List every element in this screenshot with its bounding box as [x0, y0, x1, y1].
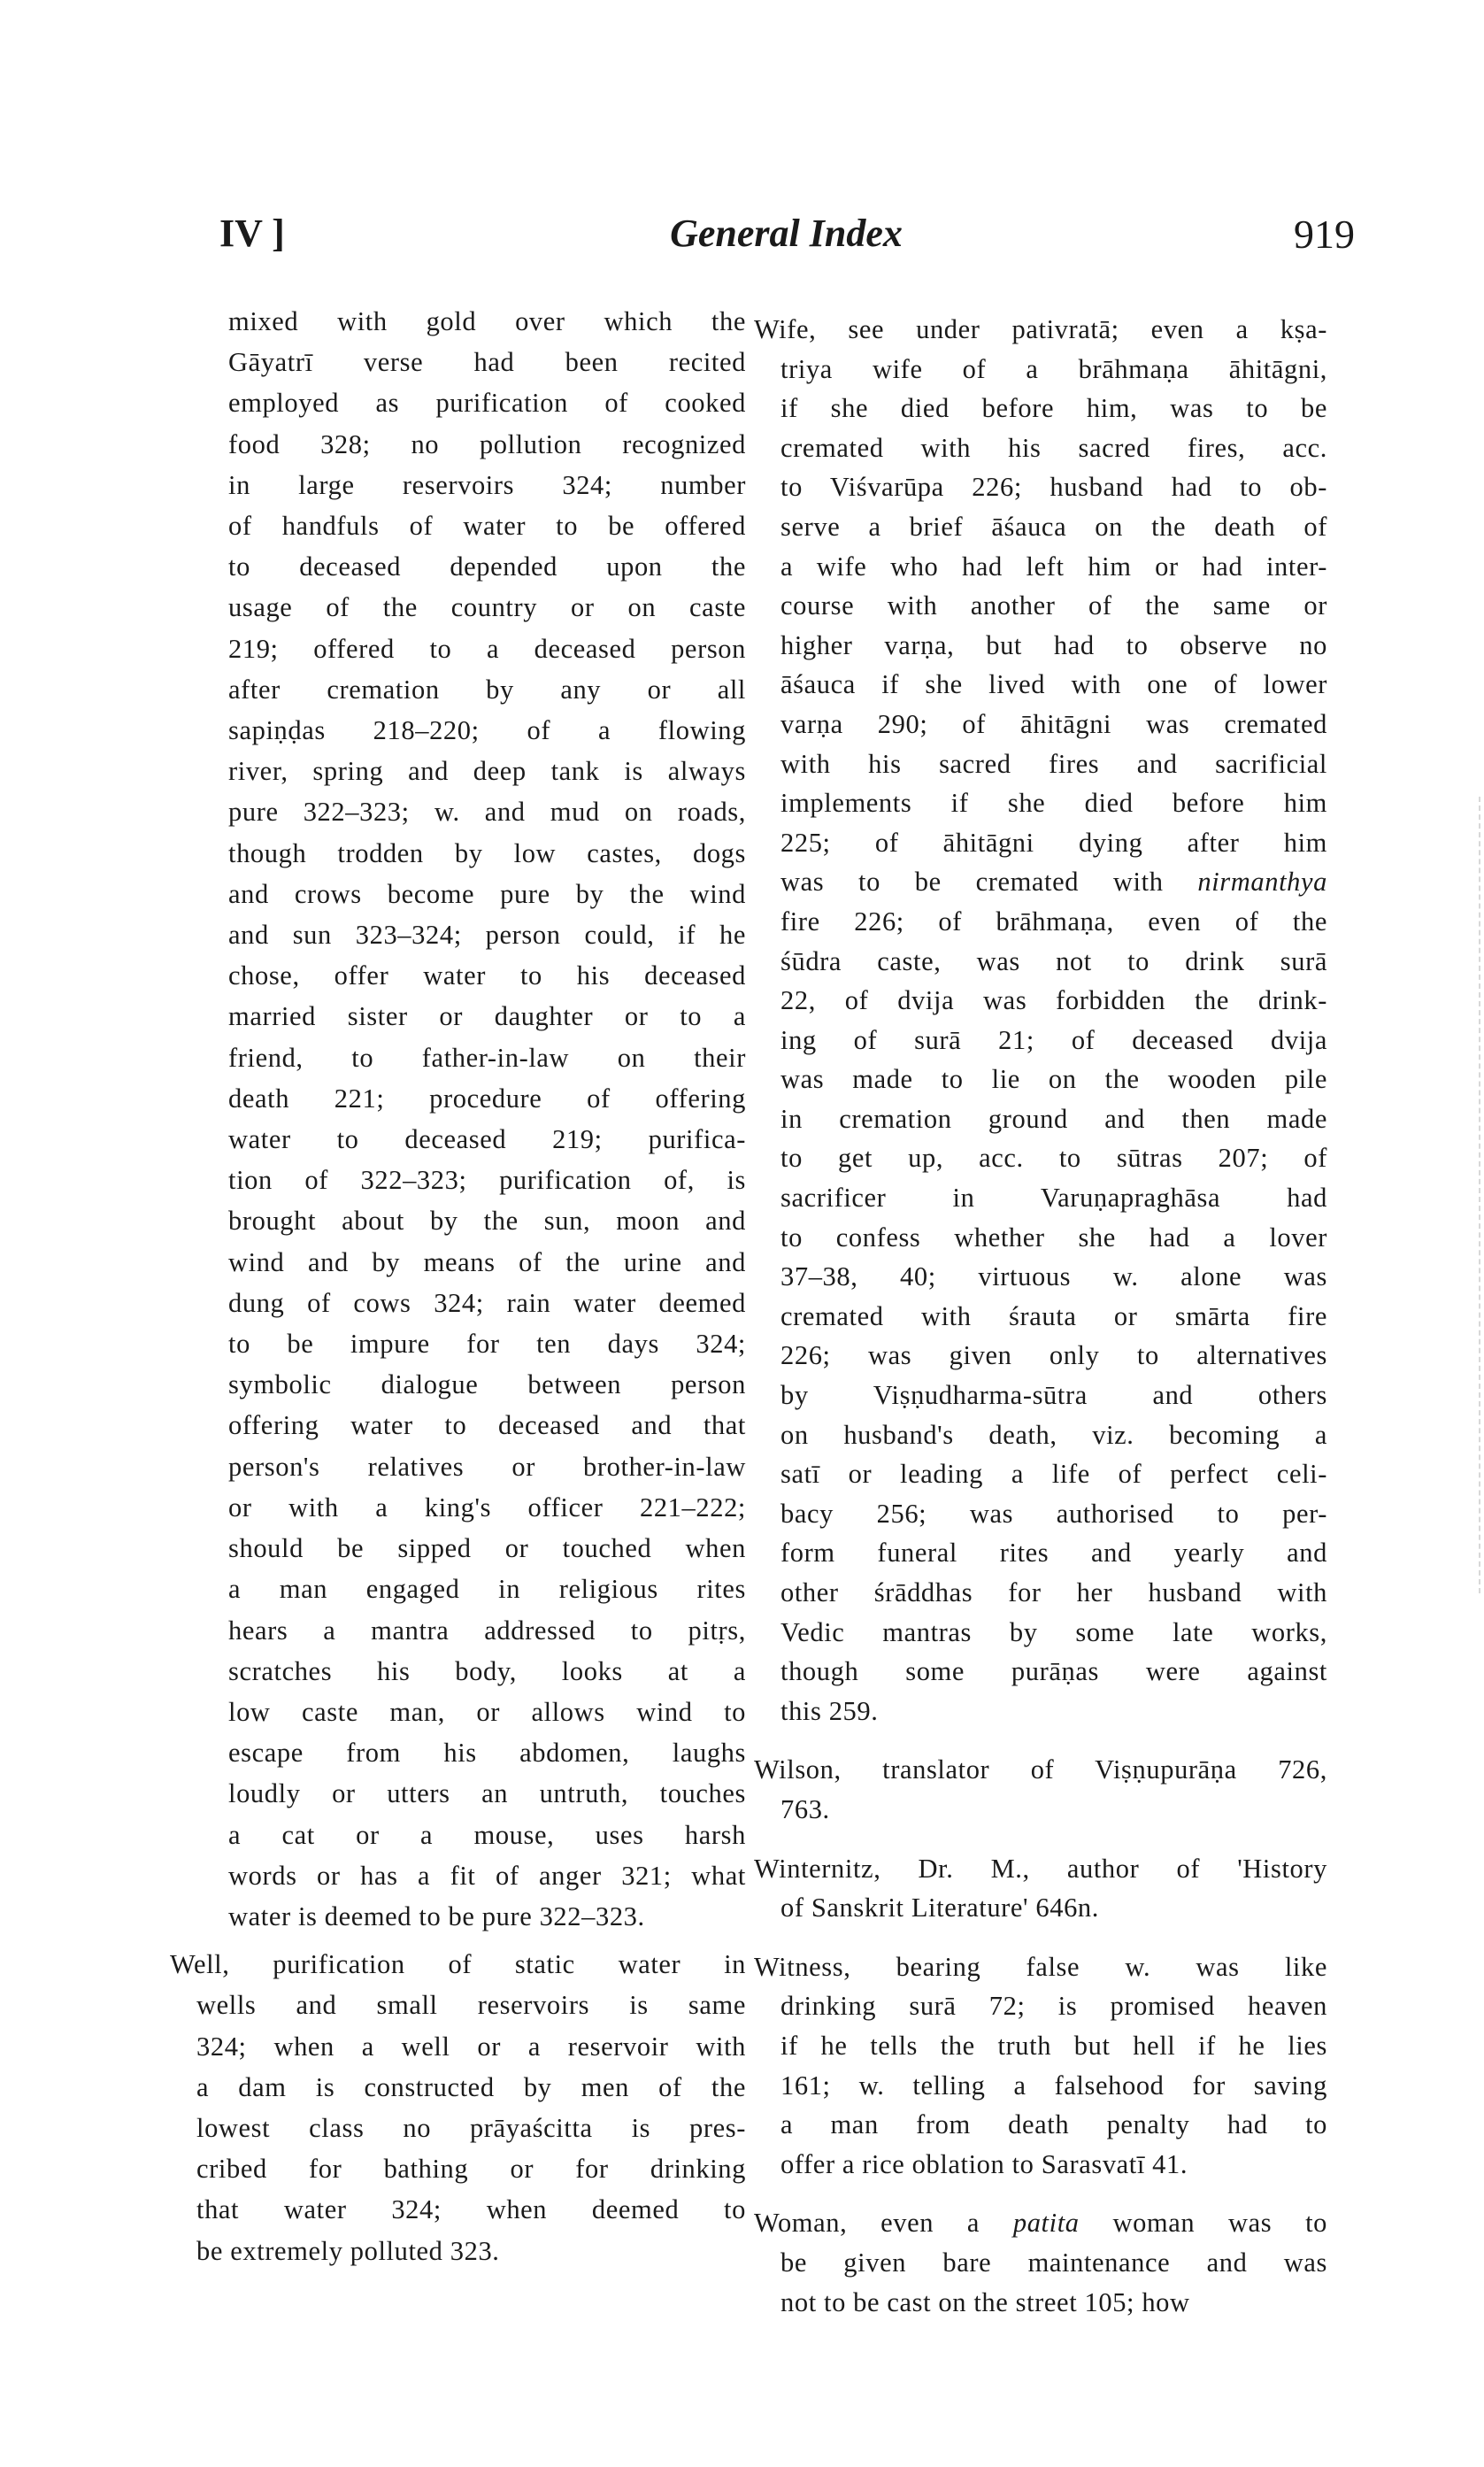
index-line: by Viṣṇudharma-sūtra and others	[780, 1380, 1327, 1411]
index-line: if he tells the truth but hell if he lies	[780, 2030, 1327, 2061]
index-line: āśauca if she lived with one of lower	[780, 669, 1327, 700]
index-line: that water 324; when deemed to	[196, 2194, 746, 2225]
index-line: satī or leading a life of perfect celi-	[780, 1459, 1327, 1490]
page-number: 919	[1294, 212, 1355, 257]
index-line: sacrificer in Varuṇapraghāsa had	[780, 1183, 1327, 1214]
index-line: cribed for bathing or for drinking	[196, 2154, 746, 2185]
index-line: usage of the country or on caste	[228, 592, 746, 623]
index-entry	[170, 1944, 746, 2271]
index-line: 226; was given only to alternatives	[780, 1340, 1327, 1371]
index-line: and crows become pure by the wind	[228, 878, 746, 909]
index-line: should be sipped or touched when	[228, 1533, 746, 1564]
index-line: ing of surā 21; of deceased dvija	[780, 1024, 1327, 1055]
index-line: in cremation ground and then made	[780, 1103, 1327, 1134]
index-line: symbolic dialogue between person	[228, 1369, 746, 1400]
italic-term: patita	[1012, 2208, 1080, 2239]
index-line: scratches his body, looks at a	[228, 1655, 746, 1686]
index-line: form funeral rites and yearly and	[780, 1538, 1327, 1569]
index-line: implements if she died before him	[780, 788, 1327, 819]
index-line: 763.	[780, 1793, 830, 1824]
index-line: after cremation by any or all	[228, 674, 746, 705]
index-line: higher varṇa, but had to observe no	[780, 629, 1327, 660]
index-line: a man engaged in religious rites	[228, 1574, 746, 1605]
index-line: a man from death penalty had to	[780, 2109, 1327, 2140]
index-line: in large reservoirs 324; number	[228, 469, 746, 500]
index-line: married sister or daughter or to a	[228, 1001, 746, 1032]
index-line: and sun 323–324; person could, if he	[228, 920, 746, 951]
index-line: pure 322–323; w. and mud on roads,	[228, 797, 746, 828]
index-line: 219; offered to a deceased person	[228, 633, 746, 664]
index-line: river, spring and deep tank is always	[228, 756, 746, 787]
left-index-column	[170, 301, 746, 2278]
index-line: a cat or a mouse, uses harsh	[228, 1819, 746, 1850]
index-line: with his sacred fires and sacrificial	[780, 748, 1327, 779]
index-entry	[754, 2203, 1327, 2322]
index-line: Gāyatrī verse had been recited	[228, 347, 746, 378]
index-line: if she died before him, was to be	[780, 393, 1327, 424]
right-index-column	[754, 310, 1327, 2341]
index-line: water is deemed to be pure 322–323.	[228, 1900, 645, 1931]
index-line: escape from his abdomen, laughs	[228, 1738, 746, 1769]
index-line: 37–38, 40; virtuous w. alone was	[780, 1261, 1327, 1292]
index-line: on husband's death, viz. becoming a	[780, 1419, 1327, 1450]
index-line: hears a mantra addressed to pitṛs,	[228, 1615, 746, 1646]
index-line: to deceased depended upon the	[228, 551, 746, 582]
index-line: be given bare maintenance and was	[780, 2247, 1327, 2278]
index-line: offer a rice oblation to Sarasvatī 41.	[780, 2148, 1188, 2179]
index-line: employed as purification of cooked	[228, 388, 746, 419]
index-line: this 259.	[780, 1695, 879, 1726]
index-entry	[754, 310, 1327, 1731]
index-line: 324; when a well or a reservoir with	[196, 2031, 746, 2062]
index-line: of handfuls of water to be offered	[228, 511, 746, 542]
index-headword-line: Woman, even a patita woman was to	[754, 2208, 1327, 2239]
index-line: a wife who had left him or had inter-	[780, 551, 1327, 582]
index-line: lowest class no prāyaścitta is pres-	[196, 2112, 746, 2143]
index-entry	[754, 1849, 1327, 1928]
index-headword-line: Witness, bearing false w. was like	[754, 1951, 1327, 1982]
index-line: triya wife of a brāhmaṇa āhitāgni,	[780, 353, 1327, 384]
index-line: cremated with śrauta or smārta fire	[780, 1300, 1327, 1331]
index-line: fire 226; of brāhmaṇa, even of the	[780, 906, 1327, 937]
index-line: brought about by the sun, moon and	[228, 1206, 746, 1237]
index-line: low caste man, or allows wind to	[228, 1696, 746, 1727]
index-line: cremated with his sacred fires, acc.	[780, 432, 1327, 463]
index-line: death 221; procedure of offering	[228, 1083, 746, 1114]
index-line: to get up, acc. to sūtras 207; of	[780, 1143, 1327, 1174]
index-headword-line: Well, purification of static water in	[170, 1949, 746, 1980]
index-line: serve a brief āśauca on the death of	[780, 511, 1327, 542]
index-line: mixed with gold over which the	[228, 306, 746, 336]
index-line: to be impure for ten days 324;	[228, 1329, 746, 1360]
italic-term: nirmanthya	[1197, 867, 1327, 898]
scan-edge-line	[1479, 797, 1480, 1593]
index-line: be extremely polluted 323.	[196, 2235, 500, 2266]
section-marker: IV ]	[219, 212, 285, 255]
index-entry	[754, 1750, 1327, 1829]
index-line: a dam is constructed by men of the	[196, 2071, 746, 2102]
index-line: of Sanskrit Literature' 646n.	[780, 1893, 1100, 1923]
running-title: General Index	[670, 212, 903, 255]
index-line: wells and small reservoirs is same	[196, 1990, 746, 2021]
index-line: bacy 256; was authorised to per-	[780, 1498, 1327, 1529]
index-line: friend, to father-in-law on their	[228, 1042, 746, 1073]
index-line: drinking surā 72; is promised heaven	[780, 1991, 1327, 2022]
index-line: 225; of āhitāgni dying after him	[780, 827, 1327, 858]
index-line: varṇa 290; of āhitāgni was cremated	[780, 708, 1327, 739]
index-line: to Viśvarūpa 226; husband had to ob-	[780, 472, 1327, 503]
index-line: was made to lie on the wooden pile	[780, 1064, 1327, 1095]
index-line: wind and by means of the urine and	[228, 1246, 746, 1277]
index-line: offering water to deceased and that	[228, 1410, 746, 1441]
index-line: was to be cremated with nirmanthya	[780, 867, 1327, 898]
index-line: 161; w. telling a falsehood for saving	[780, 2070, 1327, 2101]
index-line: chose, offer water to his deceased	[228, 960, 746, 991]
index-headword-line: Wife, see under pativratā; even a kṣa-	[754, 314, 1327, 344]
index-line: or with a king's officer 221–222;	[228, 1492, 746, 1523]
index-line: words or has a fit of anger 321; what	[228, 1860, 746, 1891]
index-line: dung of cows 324; rain water deemed	[228, 1287, 746, 1318]
index-line: not to be cast on the street 105; how	[780, 2286, 1190, 2317]
index-line: water to deceased 219; purifica-	[228, 1124, 746, 1155]
index-entry	[202, 301, 746, 1937]
index-line: śūdra caste, was not to drink surā	[780, 945, 1327, 976]
index-line: person's relatives or brother-in-law	[228, 1451, 746, 1482]
index-line: though some purāṇas were against	[780, 1656, 1327, 1687]
index-line: tion of 322–323; purification of, is	[228, 1165, 746, 1196]
index-headword-line: Winternitz, Dr. M., author of 'History	[754, 1853, 1327, 1884]
index-headword-line: Wilson, translator of Viṣṇupurāṇa 726,	[754, 1754, 1327, 1785]
index-line: 22, of dvija was forbidden the drink-	[780, 985, 1327, 1016]
index-line: Vedic mantras by some late works,	[780, 1616, 1327, 1647]
index-line: to confess whether she had a lover	[780, 1222, 1327, 1253]
index-entry	[754, 1947, 1327, 2185]
index-line: other śrāddhas for her husband with	[780, 1577, 1327, 1607]
index-line: loudly or utters an untruth, touches	[228, 1778, 746, 1809]
index-line: sapiṇḍas 218–220; of a flowing	[228, 715, 746, 746]
index-line: though trodden by low castes, dogs	[228, 837, 746, 868]
index-line: course with another of the same or	[780, 590, 1327, 621]
index-line: food 328; no pollution recognized	[228, 428, 746, 459]
